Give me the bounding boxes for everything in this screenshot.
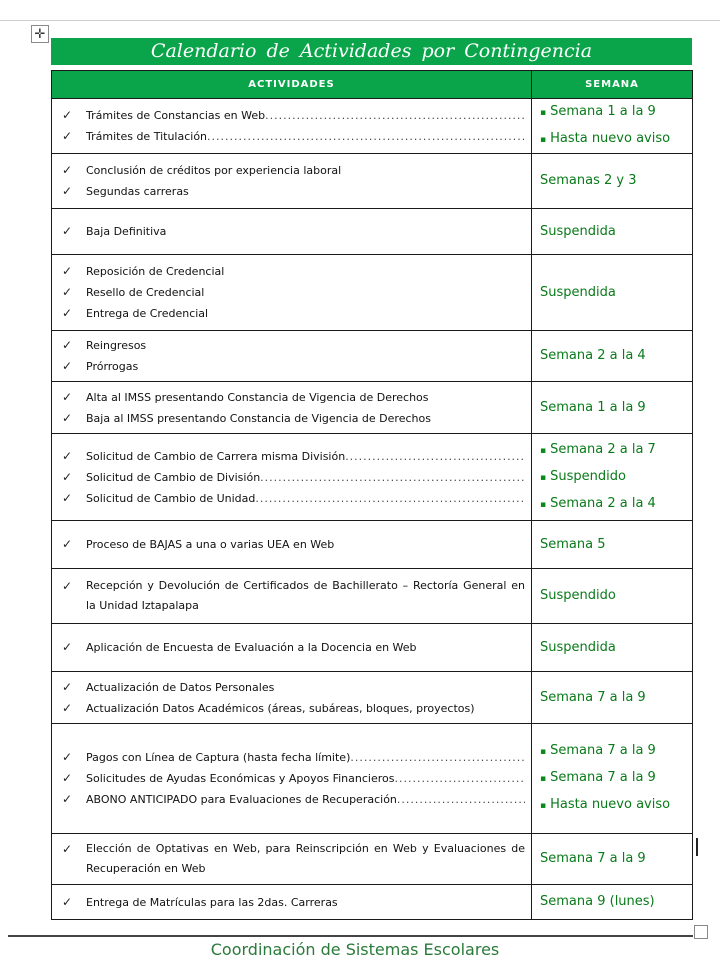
table-row (52, 885, 693, 920)
activity-cell (52, 569, 532, 624)
activity-item: ✓ Trámites de Constancias en Web ..... (62, 105, 525, 126)
checkmark-icon: ✓ (62, 338, 73, 352)
activity-cell (52, 99, 532, 154)
activity-item: ✓ Elección de Optativas en Web, para Reinscripción en Web y Evaluaciones de Recuperación en Web (62, 839, 525, 879)
table-header-row (52, 71, 693, 99)
activity-item: ✓ Baja Definitiva (62, 221, 525, 242)
activity-item: ✓ Trámites de Titulación ..... (62, 126, 525, 147)
activity-item: ✓ Prórrogas (62, 356, 525, 377)
footer-text: Coordinación de Sistemas Escolares (210, 940, 500, 959)
table-row (52, 624, 693, 672)
checkmark-icon: ✓ (62, 537, 73, 551)
checkmark-icon: ✓ (62, 264, 73, 278)
activity-cell (52, 434, 532, 521)
week-value: ▪ Hasta nuevo aviso (540, 126, 692, 153)
week-value: ▪ Semana 2 a la 7 (540, 437, 692, 464)
week-value: Semanas 2 y 3 (540, 173, 637, 188)
checkmark-icon: ✓ (62, 700, 73, 715)
bottom-rule-line (8, 935, 693, 937)
week-cell (532, 521, 693, 569)
activity-cell (52, 209, 532, 255)
activity-item: ✓ Reingresos (62, 335, 525, 356)
header-week: SEMANA (532, 71, 693, 99)
checkmark-icon: ✓ (62, 359, 73, 373)
checkmark-icon: ✓ (62, 490, 73, 505)
table-resize-handle-icon[interactable] (694, 925, 708, 939)
table-row (52, 672, 693, 724)
activity-item: ✓ Solicitud de Cambio de Unidad ..... (62, 488, 525, 509)
week-cell (532, 209, 693, 255)
document-title: Calendario de Actividades por Contingencia (51, 38, 692, 65)
checkmark-icon: ✓ (62, 184, 73, 198)
week-cell (532, 331, 693, 382)
activity-cell (52, 624, 532, 672)
checkmark-icon: ✓ (62, 108, 73, 122)
table-row (52, 569, 693, 624)
checkmark-icon: ✓ (62, 306, 73, 320)
activity-item: ✓ Entrega de Credencial (62, 303, 525, 324)
table-move-handle-icon[interactable]: ✛ (31, 25, 49, 43)
checkmark-icon: ✓ (62, 469, 73, 484)
activity-item: ✓ Aplicación de Encuesta de Evaluación a la Docencia en Web (62, 637, 525, 658)
checkmark-icon: ✓ (62, 163, 73, 177)
activities-table (51, 70, 693, 920)
week-value: ▪ Semana 7 a la 9 (540, 738, 692, 765)
table-row (52, 99, 693, 154)
activity-cell (52, 154, 532, 209)
week-value: Semana 7 a la 9 (540, 689, 646, 705)
activity-item: ✓ Resello de Credencial (62, 282, 525, 303)
week-cell (532, 154, 693, 209)
text-cursor (696, 838, 698, 856)
activity-cell (52, 724, 532, 834)
activity-item: ✓ Actualización Datos Académicos (áreas, subáreas, bloques, proyectos) (62, 698, 525, 719)
checkmark-icon: ✓ (62, 389, 73, 404)
table-row (52, 434, 693, 521)
week-cell (532, 885, 693, 920)
checkmark-icon: ✓ (62, 640, 73, 654)
activity-item: ✓ Actualización de Datos Personales (62, 677, 525, 698)
week-value: Semana 7 a la 9 (540, 851, 646, 866)
checkmark-icon: ✓ (62, 771, 73, 785)
week-cell (532, 834, 693, 885)
week-cell (532, 724, 693, 834)
activity-item: ✓ Solicitud de Cambio de Carrera misma División ..... (62, 446, 525, 467)
week-value: Semana 1 a la 9 (540, 399, 646, 415)
activity-item: ✓ Recepción y Devolución de Certificados de Bachillerato – Rectoría General en la Unidad Iztapalapa (62, 576, 525, 616)
week-value: ▪ Semana 7 a la 9 (540, 765, 692, 792)
table-row (52, 331, 693, 382)
week-value: Suspendida (540, 223, 616, 239)
table-row (52, 154, 693, 209)
checkmark-icon: ✓ (62, 410, 73, 425)
activity-item: ✓ Solicitudes de Ayudas Económicas y Apoyos Financieros ..... (62, 768, 525, 789)
activity-cell (52, 521, 532, 569)
activity-item: ✓ Entrega de Matrículas para las 2das. Carreras (62, 892, 525, 913)
checkmark-icon: ✓ (62, 448, 73, 463)
activity-cell (52, 885, 532, 920)
checkmark-icon: ✓ (62, 285, 73, 299)
checkmark-icon: ✓ (62, 842, 73, 856)
table-row (52, 521, 693, 569)
checkmark-icon: ✓ (62, 579, 73, 593)
activity-item: ✓ Baja al IMSS presentando Constancia de Vigencia de Derechos (62, 408, 525, 429)
activity-cell (52, 672, 532, 724)
table-row (52, 255, 693, 331)
checkmark-icon: ✓ (62, 224, 73, 238)
week-value: ▪ Suspendido (540, 464, 692, 491)
activity-cell (52, 834, 532, 885)
activity-item: ✓ Conclusión de créditos por experiencia laboral (62, 160, 525, 181)
week-value: ▪ Hasta nuevo aviso (540, 792, 692, 819)
activity-item: ✓ Solicitud de Cambio de División ..... (62, 467, 525, 488)
week-cell (532, 672, 693, 724)
top-ruler-line (0, 20, 720, 21)
checkmark-icon: ✓ (62, 679, 73, 694)
table-row (52, 724, 693, 834)
week-value: Semana 2 a la 4 (540, 348, 646, 363)
checkmark-icon: ✓ (62, 894, 73, 909)
header-activities: ACTIVIDADES (52, 71, 532, 99)
week-value: Suspendido (540, 588, 616, 603)
week-cell (532, 569, 693, 624)
activity-cell (52, 331, 532, 382)
table-row (52, 209, 693, 255)
table-row (52, 834, 693, 885)
activity-item: ✓ Pagos con Línea de Captura (hasta fecha límite) ..... (62, 747, 525, 768)
activity-item: ✓ Reposición de Credencial (62, 261, 525, 282)
activity-item: ✓ ABONO ANTICIPADO para Evaluaciones de Recuperación ..... (62, 789, 525, 810)
table-row (52, 382, 693, 434)
checkmark-icon: ✓ (62, 750, 73, 764)
week-cell (532, 624, 693, 672)
week-cell (532, 255, 693, 331)
week-value: Suspendida (540, 284, 616, 300)
activity-cell (52, 382, 532, 434)
checkmark-icon: ✓ (62, 792, 73, 806)
week-value: Semana 9 (lunes) (540, 894, 655, 909)
week-cell (532, 382, 693, 434)
checkmark-icon: ✓ (62, 129, 73, 143)
week-value: Semana 5 (540, 536, 606, 552)
week-cell (532, 99, 693, 154)
week-value: ▪ Semana 1 a la 9 (540, 99, 692, 126)
activity-item: ✓ Proceso de BAJAS a una o varias UEA en Web (62, 534, 525, 555)
week-value: ▪ Semana 2 a la 4 (540, 491, 692, 518)
activity-cell (52, 255, 532, 331)
week-value: Suspendida (540, 639, 616, 655)
activity-item: ✓ Segundas carreras (62, 181, 525, 202)
week-cell (532, 434, 693, 521)
activity-item: ✓ Alta al IMSS presentando Constancia de Vigencia de Derechos (62, 387, 525, 408)
